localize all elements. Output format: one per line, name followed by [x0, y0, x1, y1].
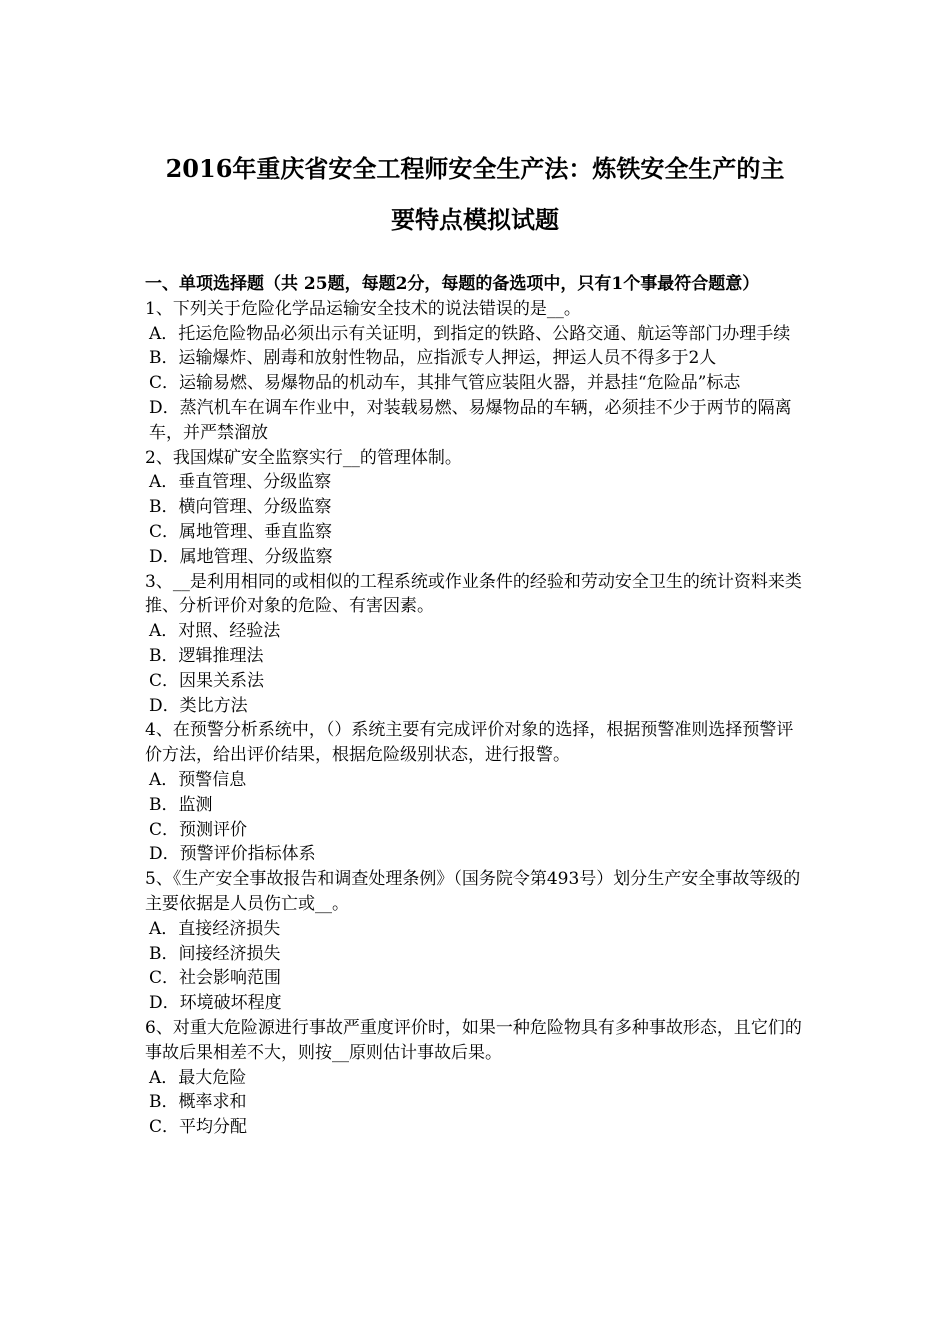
question-stem: 3、__是利用相同的或相似的工程系统或作业条件的经验和劳动安全卫生的统计资料来类推、分析评价对象的危险、有害因素。: [145, 571, 802, 617]
option-b: B．间接经济损失: [149, 943, 281, 964]
option-a: A．对照、经验法: [149, 621, 281, 642]
option-a: A．预警信息: [149, 769, 247, 790]
document-title-line-2: 要特点模拟试题: [391, 205, 559, 234]
option-c: C．因果关系法: [149, 670, 265, 691]
option-a: A．垂直管理、分级监察: [149, 472, 332, 493]
option-c: C．预测评价: [149, 819, 248, 840]
option-b: B．概率求和: [149, 1092, 247, 1113]
document-body: [145, 272, 809, 1140]
question-6: [145, 1016, 809, 1140]
question-5: [145, 867, 809, 1016]
question-stem: 1、下列关于危险化学品运输安全技术的说法错误的是__。: [145, 298, 581, 319]
question-4: [145, 718, 809, 867]
question-2: [145, 446, 809, 570]
option-c: C．运输易燃、易爆物品的机动车，其排气管应装阻火器，并悬挂“危险品”标志: [149, 373, 741, 394]
option-c: C．社会影响范围: [149, 968, 282, 989]
option-d: D．蒸汽机车在调车作业中，对装载易燃、易爆物品的车辆，必须挂不少于两节的隔离车，并严禁溜放: [149, 397, 792, 443]
option-d: D．类比方法: [149, 695, 248, 716]
option-a: A．最大危险: [149, 1067, 247, 1088]
question-3: [145, 570, 809, 719]
option-d: D．属地管理、分级监察: [149, 546, 333, 567]
document-title-line-1: 2016年重庆省安全工程师安全生产法：炼铁安全生产的主: [165, 154, 785, 183]
section-heading: 一、单项选择题（共 25题，每题2分，每题的备选项中，只有1个事最符合题意）: [145, 274, 760, 294]
option-b: B．监测: [149, 794, 213, 815]
question-stem: 5、《生产安全事故报告和调查处理条例》（国务院令第493号）划分生产安全事故等级的主要依据是人员伤亡或__。: [145, 869, 801, 914]
option-b: B．横向管理、分级监察: [149, 497, 332, 518]
question-stem: 4、在预警分析系统中，（）系统主要有完成评价对象的选择，根据预警准则选择预警评价方法，给出评价结果，根据危险级别状态，进行报警。: [145, 720, 794, 766]
option-a: A．直接经济损失: [149, 918, 281, 939]
option-c: C．属地管理、垂直监察: [149, 521, 333, 542]
option-b: B．运输爆炸、剧毒和放射性物品，应指派专人押运，押运人员不得多于2人: [149, 348, 717, 369]
option-b: B．逻辑推理法: [149, 645, 264, 666]
question-1: [145, 297, 809, 446]
option-d: D．环境破坏程度: [149, 993, 282, 1014]
question-stem: 6、对重大危险源进行事故严重度评价时，如果一种危险物具有多种事故形态，且它们的事故后果相差不大，则按__原则估计事故后果。: [145, 1017, 802, 1063]
option-a: A．托运危险物品必须出示有关证明，到指定的铁路、公路交通、航运等部门办理手续: [149, 323, 791, 344]
question-stem: 2、我国煤矿安全监察实行__的管理体制。: [145, 447, 462, 468]
option-d: D．预警评价指标体系: [149, 844, 316, 865]
option-c: C．平均分配: [149, 1117, 248, 1138]
